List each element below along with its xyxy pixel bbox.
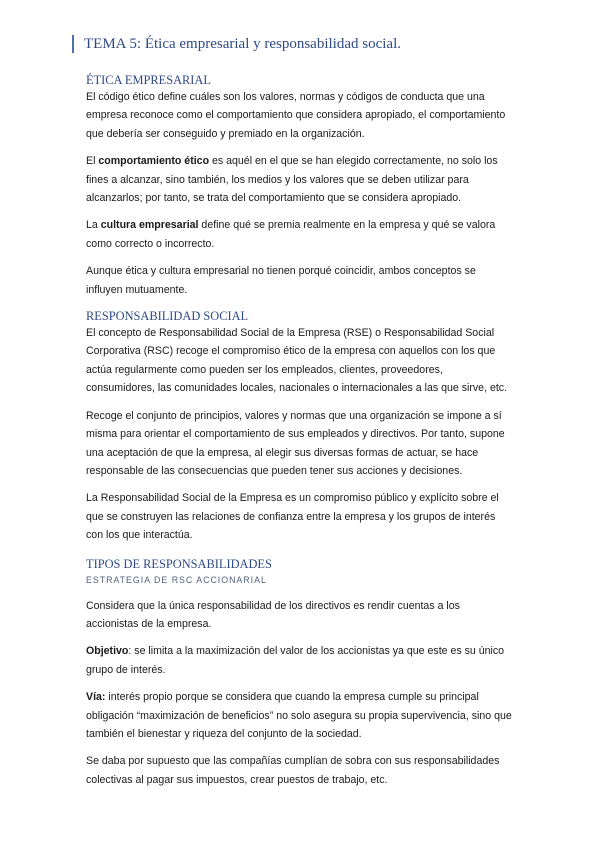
heading-responsabilidad-social: RESPONSABILIDAD SOCIAL <box>86 309 249 324</box>
text-span: El <box>86 155 99 168</box>
heading-etica: ÉTICA EMPRESARIAL <box>86 73 211 87</box>
header-bar <box>72 35 401 53</box>
text-span: es aquél en el que se han elegido correctamente, no solo los fines a alcanzar, sino también, los medios y los valores que se deben utilizar para alcanzarlos; por tanto, se trata del comportamiento que se considera apropiado. <box>86 155 498 205</box>
bold-term: cultura empresarial <box>100 219 199 232</box>
paragraph-etica-2 <box>86 152 514 207</box>
paragraph-rs-2: Recoge el conjunto de principios, valores y normas que una organización se impone a sí misma para orientar el comportamiento de sus empleados y directivos. Por tanto, supone una aceptación de que la empresa, al elegir sus diversas formas de actuar, se hace responsable de las consecuencias que pueden tener sus acciones y decisiones. <box>86 409 505 477</box>
paragraph-rs-1: El concepto de Responsabilidad Social de la Empresa (RSE) o Responsabilidad Social Corporativa (RSC) recoge el compromiso ético de la empresa con aquellos con los que actúa regularmente como pueden ser los empleados, clientes, proveedores, consumidores, las comunidades locales, nacionales o internacionales a las que sirve, etc. <box>86 327 508 395</box>
subheading-estrategia: ESTRATEGIA DE RSC ACCIONARIAL <box>86 574 267 585</box>
paragraph-tipos-3 <box>86 688 514 743</box>
text-span: interés propio porque se considera que cuando la empresa cumple su principal obligación “maximización de beneficios” no solo asegura su propia supervivencia, sino que también el bienestar y riqueza del conjunto de la sociedad. <box>86 691 512 740</box>
paragraph-tipos-4: Se daba por supuesto que las compañías cumplían de sobra con sus responsabilidades colectivas al pagar sus impuestos, crear puestos de trabajo, etc. <box>86 755 500 786</box>
page-title: TEMA 5: Ética empresarial y responsabilidad social. <box>84 36 401 52</box>
bold-term: Vía: <box>86 691 106 704</box>
text-span: : se limita a la maximización del valor de los accionistas ya que este es su único grupo de interés. <box>86 645 505 676</box>
bold-term: Objetivo <box>86 645 129 658</box>
paragraph-tipos-2 <box>86 642 514 679</box>
paragraph-tipos-1: Considera que la única responsabilidad de los directivos es rendir cuentas a los accionistas de la empresa. <box>86 599 460 630</box>
document-body <box>86 72 514 789</box>
paragraph-etica-3 <box>86 216 514 253</box>
text-span: define qué se premia realmente en la empresa y qué se valora como correcto o incorrecto. <box>86 219 496 250</box>
paragraph-etica-1: El código ético define cuáles son los valores, normas y códigos de conducta que una empresa reconoce como el comportamiento que considera apropiado, el comportamiento que debería ser conseguido y premiado en la organización. <box>86 91 506 140</box>
heading-tipos: TIPOS DE RESPONSABILIDADES <box>86 556 272 571</box>
paragraph-etica-4: Aunque ética y cultura empresarial no tienen porqué coincidir, ambos conceptos se influyen mutuamente. <box>86 265 476 296</box>
text-span: La <box>86 219 101 232</box>
bold-term: comportamiento ético <box>98 155 210 168</box>
paragraph-rs-3: La Responsabilidad Social de la Empresa es un compromiso público y explícito sobre el que se construyen las relaciones de confianza entre la empresa y los grupos de interés con los que interactúa. <box>86 492 499 542</box>
